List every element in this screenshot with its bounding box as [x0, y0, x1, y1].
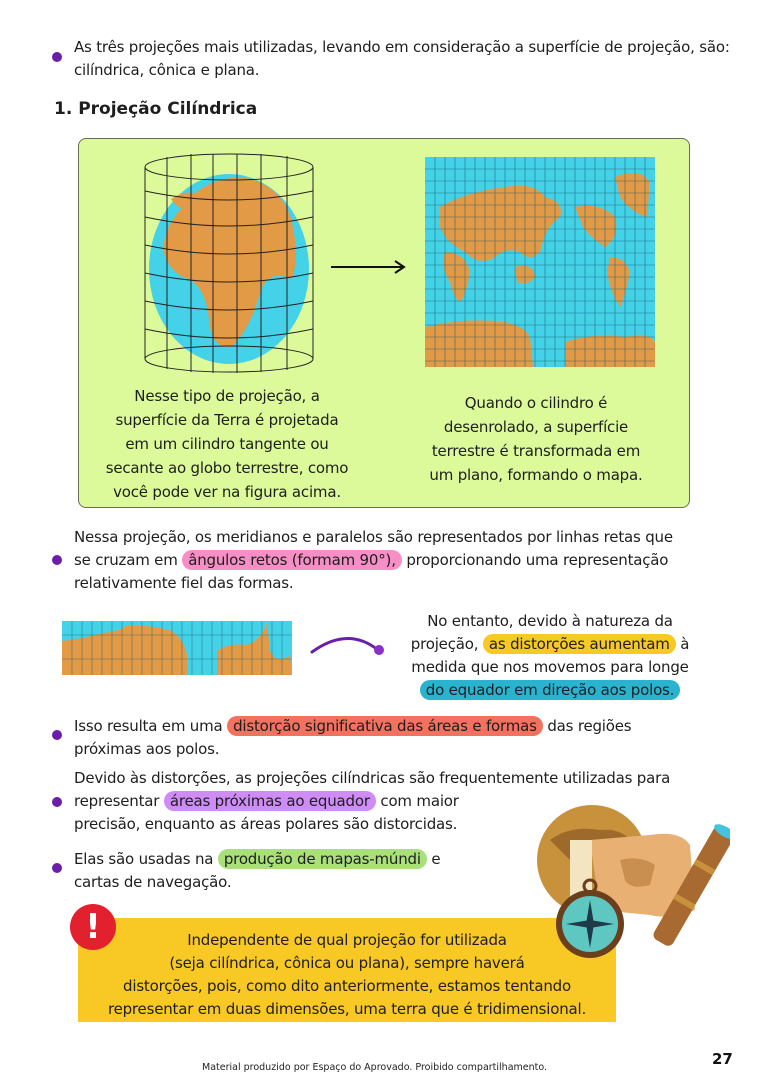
- text-line: [74, 549, 754, 572]
- globe-cylinder-illustration: [141, 149, 317, 377]
- left-caption: [87, 384, 367, 504]
- right-caption: [401, 391, 671, 487]
- caption-line: secante ao globo terrestre, como: [105, 459, 349, 477]
- figure-box: [78, 138, 690, 508]
- section-title: 1. Projeção Cilíndrica: [54, 99, 258, 119]
- curved-connector-icon: [308, 630, 388, 658]
- text: proporcionando uma representação: [406, 551, 669, 569]
- bullet-dot: [52, 863, 62, 873]
- highlight-blue: do equador em direção aos polos.: [420, 680, 680, 700]
- highlight-pink: ângulos retos (formam 90°),: [182, 550, 402, 570]
- caption-line: um plano, formando o mapa.: [429, 466, 643, 484]
- text-line: [382, 633, 718, 656]
- text-line: (seja cilíndrica, cônica ou plana), sempre haverá: [169, 954, 525, 972]
- bullet-dot: [52, 730, 62, 740]
- caption-line: Quando o cilindro é: [464, 394, 608, 412]
- text-line: distorções, pois, como dito anteriormente, estamos tentando: [123, 977, 571, 995]
- highlight-purple: áreas próximas ao equador: [164, 791, 376, 811]
- bullet-dot: [52, 555, 62, 565]
- text-line: Devido às distorções, as projeções cilíndricas são frequentemente utilizadas para: [74, 769, 671, 787]
- footer-text: Material produzido por Espaço do Aprovado. Proibido compartilhamento.: [202, 1062, 548, 1073]
- highlight-green: produção de mapas-múndi: [218, 849, 427, 869]
- text: representar: [74, 792, 160, 810]
- navigation-tools-illustration: [530, 800, 730, 960]
- caption-line: em um cilindro tangente ou: [125, 435, 329, 453]
- text: Elas são usadas na: [74, 850, 214, 868]
- text: Isso resulta em uma: [74, 717, 223, 735]
- caption-line: você pode ver na figura acima.: [113, 483, 341, 501]
- caption-line: superfície da Terra é projetada: [115, 411, 339, 429]
- text-line: relativamente fiel das formas.: [74, 574, 294, 592]
- text-line: Nessa projeção, os meridianos e paralelos são representados por linhas retas que: [74, 528, 673, 546]
- text-line: [74, 848, 494, 871]
- text-line: [382, 679, 718, 702]
- page-number: 27: [712, 1050, 733, 1068]
- highlight-red: distorção significativa das áreas e formas: [227, 716, 543, 736]
- text: e: [431, 850, 441, 868]
- text: com maior: [380, 792, 459, 810]
- text: das regiões: [547, 717, 632, 735]
- text-line: medida que nos movemos para longe: [411, 658, 689, 676]
- text: projeção,: [410, 635, 479, 653]
- text-line: Independente de qual projeção for utilizada: [187, 931, 507, 949]
- text-line: precisão, enquanto as áreas polares são distorcidas.: [74, 815, 458, 833]
- text: se cruzam em: [74, 551, 178, 569]
- right-arrow-icon: [329, 259, 409, 275]
- exclamation-icon: !: [70, 904, 116, 950]
- cylindrical-map-illustration: [425, 157, 655, 367]
- paragraph-poles: [74, 715, 754, 761]
- text-line: próximas aos polos.: [74, 740, 220, 758]
- paragraph-right-angles: [74, 526, 754, 595]
- bullet-dot: [52, 52, 62, 62]
- text-line: No entanto, devido à natureza da: [427, 612, 673, 630]
- caption-line: terrestre é transformada em: [431, 442, 641, 460]
- paragraph-distortions: [382, 610, 718, 702]
- highlight-yellow: as distorções aumentam: [483, 634, 676, 654]
- text-line: cartas de navegação.: [74, 873, 232, 891]
- caption-line: desenrolado, a superfície: [443, 418, 629, 436]
- bullet-dot: [52, 797, 62, 807]
- intro-text: As três projeções mais utilizadas, levando em consideração a superfície de projeção, são: cilíndrica, cônica e plana.: [74, 38, 730, 79]
- caption-line: Nesse tipo de projeção, a: [134, 387, 320, 405]
- map-strip-illustration: [62, 621, 292, 675]
- text: à: [680, 635, 690, 653]
- text-line: [74, 715, 754, 738]
- paragraph-usage: [74, 848, 494, 894]
- text-line: representar em duas dimensões, uma terra que é tridimensional.: [107, 1000, 587, 1018]
